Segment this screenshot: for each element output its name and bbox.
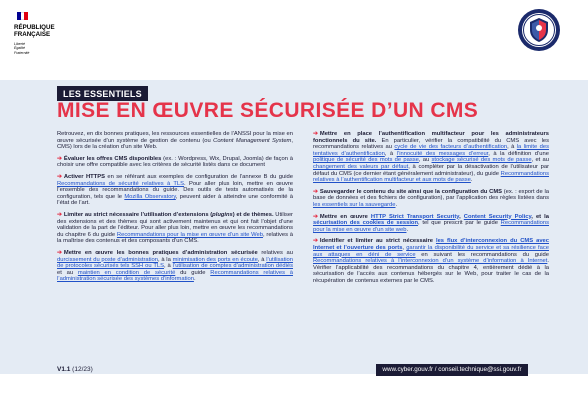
arrow-icon: ➔: [313, 188, 318, 195]
practice-secure-admin: ➔ Mettre en œuvre les bonnes pratiques d’administration sécurisée relatives au durcissement du poste d’administration, à la minimisation des ports en écoute, à l’utilisation de protocoles sécurisés tels SSH ou TLS, à l’utilisation de comptes d’administration dédiés et au maintien en condition de sécurité du guide Recommandations relatives à l’administration sécurisée des systèmes d’information.: [57, 249, 293, 283]
motto-fraternite: Fraternité: [14, 50, 30, 55]
republique-francaise-logo: [14, 24, 55, 38]
link-admin-hardening[interactable]: durcissement du poste d’administration: [57, 256, 158, 263]
practice-https: ➔ Activer HTTPS en se référant aux exemples de configuration de l’annexe B du guide Recommandations de sécurité relatives à TLS. Pour aller plus loin, mettre en œuvre l’ensemble des recommandations du guide. Des outils de tests automatisés de la configuration, tels que le Mozilla Observatory, peuvent aider à atteindre une conformité à l’état de l’art.: [57, 173, 294, 207]
motto-egalite: Égalité: [14, 46, 25, 51]
link-error-messages[interactable]: l’innocuité des messages d’erreur: [396, 150, 489, 157]
arrow-icon: ➔: [57, 155, 62, 162]
link-secure-protocols[interactable]: l’utilisation de protocoles sécurisés tels SSH ou TLS: [57, 256, 293, 270]
link-mozilla-observatory[interactable]: Mozilla Observatory: [124, 193, 176, 200]
version-number: V1.1: [57, 366, 71, 373]
practice-mfa: ➔ Mettre en place l’authentification multifacteur pour les administrateurs fonctionnels du site. En particulier, vérifier la compatibilité du CMS avec les recommandations relatives au cycle de vie des facteurs d’authentification, à la limite des tentatives d’authentification, à l’innocuité des messages d’erreur, à la définition d’une politique de sécurité des mots de passe, au stockage sécurisé des mots de passe, et au changement des valeurs par défaut, à compléter par la désactivation de l’utilisateur par défaut du CMS (ce dernier étant généralement administrateur), du guide Recommandations relatives à l’authentification multifacteur et aux mots de passe.: [313, 131, 550, 184]
link-auth-attempts[interactable]: la limite des tentatives d’authentification: [313, 144, 549, 157]
link-password-policy[interactable]: politique de sécurité des mots de passe: [313, 157, 419, 164]
motto-liberte: Liberté: [14, 42, 25, 46]
arrow-icon: ➔: [57, 173, 62, 180]
french-flag-icon: [17, 12, 28, 20]
republic-motto: [14, 42, 29, 55]
link-interconnection-flows[interactable]: les flux d’interconnexion du CMS avec Internet et l’ouverture des ports: [313, 238, 549, 251]
contact-box[interactable]: www.cyber.gouv.fr / conseil.technique@ssi.gouv.fr: [376, 364, 528, 376]
link-mfa-guide[interactable]: Recommandations relatives à l’authentification multifacteur et aux mots de passe: [313, 170, 549, 184]
link-auth-lifecycle[interactable]: cycle de vie des facteurs d’authentification: [394, 144, 508, 151]
link-availability-dos[interactable]: garantir la disponibilité du service et sa résilience face aux attaques en déni de service: [313, 244, 549, 258]
link-website-guide[interactable]: Recommandations pour la mise en œuvre d’un site Web: [116, 231, 263, 238]
link-csp[interactable]: Content Security Policy: [463, 213, 532, 220]
practice-evaluate-cms: ➔ Évaluer les offres CMS disponibles (ex. : Wordpress, Wix, Drupal, Joomla) de façon à choisir une offre compatible avec les critères de sécurité listés dans ce document: [57, 155, 293, 169]
practice-backup: ➔ Sauvegarder le contenu du site ainsi que la configuration du CMS (ex. : export de la base de données et des fichiers de configuration), par l’application des règles listées dans les essentiels sur la sauvegarde.: [313, 188, 549, 208]
page-count: (12/23): [70, 366, 93, 373]
link-default-values[interactable]: changement des valeurs par défaut: [313, 163, 409, 170]
flag-red-stripe: [24, 12, 28, 20]
link-hsts[interactable]: HTTP Strict Transport Security: [370, 213, 460, 220]
republic-line-1: RÉPUBLIQUE: [14, 24, 55, 31]
arrow-icon: ➔: [313, 238, 318, 245]
link-tls-guide[interactable]: Recommandations de sécurité relatives à TLS: [57, 180, 185, 187]
arrow-icon: ➔: [57, 211, 62, 218]
link-interconnection-guide[interactable]: Recommandations relatives à l’interconnexion d’un système d’information à Internet: [313, 258, 548, 265]
link-security-maintenance[interactable]: maintien en condition de sécurité: [77, 269, 176, 276]
link-backup-essentials[interactable]: les essentiels sur la sauvegarde: [313, 201, 396, 208]
practice-hsts-csp: ➔ Mettre en œuvre HTTP Strict Transport Security, Content Security Policy, et la sécurisation des cookies de session, tel que prescrit par le guide Recommandations pour la mise en œuvre d’un site web.: [313, 213, 550, 233]
left-column: [57, 131, 293, 288]
page-title: MISE EN ŒUVRE SÉCURISÉE D’UN CMS: [57, 99, 479, 122]
link-website-guide-2[interactable]: Recommandations pour la mise en œuvre d’un site web: [313, 220, 549, 233]
arrow-icon: ➔: [313, 213, 318, 220]
practice-limit-plugins: ➔ Limiter au strict nécessaire l’utilisation d’extensions (plugins) et de thèmes. Utiliser des extensions et des thèmes qui sont activement maintenus et qui ont fait l’objet d’une validation de la part de l’éditeur. Pour aller plus loin, mettre en œuvre les recommandations du chapitre 6 du guide Recommandations pour la mise en œuvre d’un site Web, relatives à la maîtrise des contenus et des composants d’un CMS.: [57, 211, 293, 245]
arrow-icon: ➔: [313, 131, 318, 137]
version-label: [57, 366, 93, 373]
link-password-storage[interactable]: stockage sécurisé des mots de passe: [431, 157, 532, 164]
practice-interconnection: ➔ Identifier et limiter au strict nécessaire les flux d’interconnexion du CMS avec Internet et l’ouverture des ports, garantir la disponibilité du service et sa résilience face aux attaques en déni de service en suivant les recommandations du guide Recommandations relatives à l’interconnexion d’un système d’information à Internet. Vérifier l’applicabilité des recommandations du chapitre 4, entièrement dédié à la sécurisation de l’accès aux contenus hébergés sur le Web, pour traiter le cas de la récupération de contenus externes par le CMS.: [313, 238, 549, 284]
link-minimize-ports[interactable]: minimisation des ports en écoute: [172, 256, 258, 263]
link-dedicated-accounts[interactable]: l’utilisation de comptes d’administration dédiés: [172, 263, 293, 270]
section-tag: LES ESSENTIELS: [57, 86, 148, 101]
link-admin-guide[interactable]: Recommandations relatives à l’administration sécurisée des systèmes d’information: [57, 269, 293, 283]
anssi-seal-icon: [517, 8, 561, 52]
republic-line-2: FRANÇAISE: [14, 31, 51, 38]
intro-paragraph: Retrouvez, en dix bonnes pratiques, les ressources essentielles de l’ANSSI pour la mise en œuvre sécurisée d’un système de gestion de contenu (ou Content Management System, CMS) lors de la création d’un site Web.: [57, 131, 293, 151]
link-session-cookies[interactable]: sécurisation des cookies de session: [313, 220, 419, 227]
right-column: [313, 131, 549, 289]
arrow-icon: ➔: [57, 249, 62, 256]
